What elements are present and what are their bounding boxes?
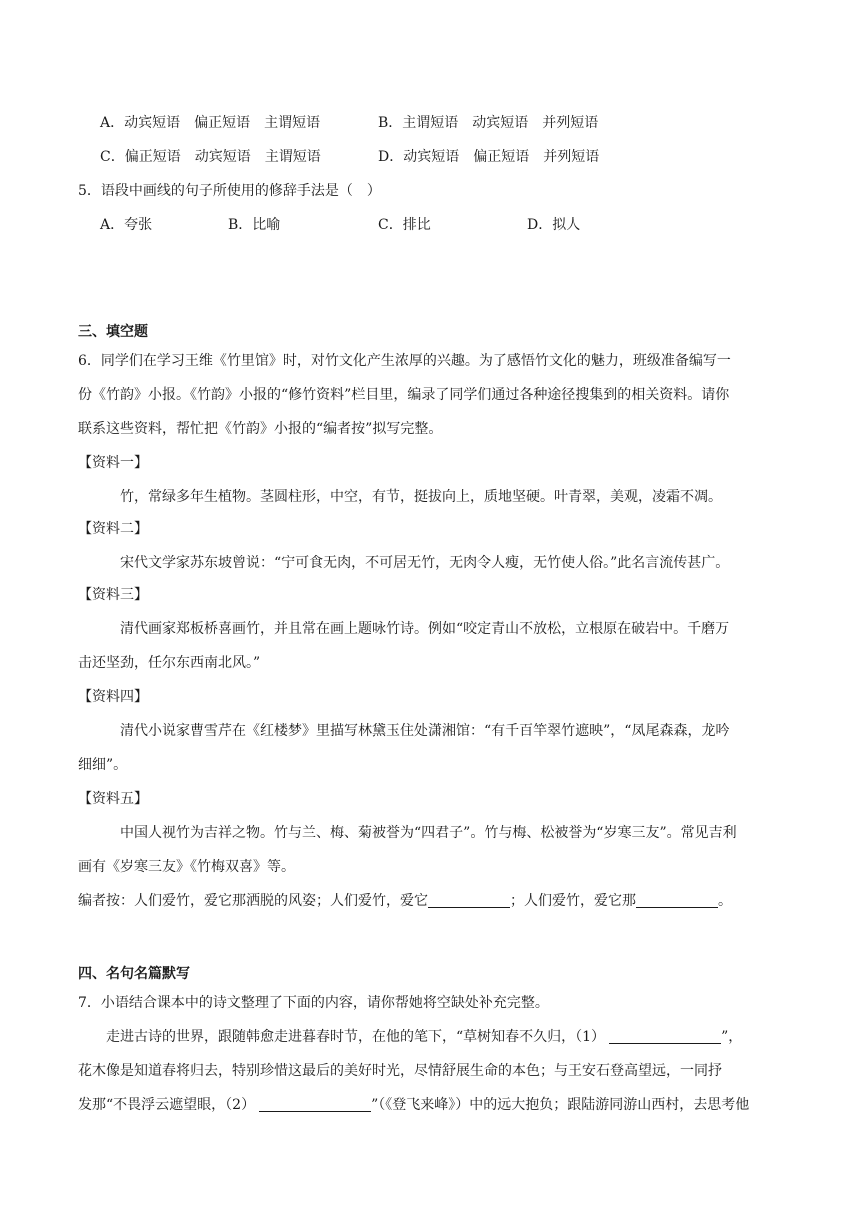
q5-stem: 5．语段中画线的句子所使用的修辞手法是（ ）	[78, 183, 381, 199]
q7-passage-line-3	[78, 1094, 749, 1114]
section-heading-recitation: 四、名句名篇默写	[78, 966, 190, 982]
q7-line1-end: ”，	[721, 1029, 743, 1045]
q7-line1-text: 走进古诗的世界，跟随韩愈走进暮春时节，在他的笔下，“草树知春不久归，（1）	[106, 1029, 606, 1045]
material-4-text-line-1: 清代小说家曹雪芹在《红楼梦》里描写林黛玉住处潇湘馆：“有千百竿翠竹遮映”，“凤尾森森，龙吟	[120, 723, 730, 739]
material-1-label: 【资料一】	[78, 455, 148, 471]
material-5-text-line-2: 画有《岁寒三友》《竹梅双喜》等。	[78, 859, 295, 875]
q4-option-d: D．动宾短语 偏正短语 并列短语	[378, 149, 600, 165]
material-3-text-line-2: 击还坚劲，任尔东西南北风。”	[78, 655, 261, 671]
material-2-text: 宋代文学家苏东坡曾说：“宁可食无肉，不可居无竹，无肉令人瘦，无竹使人俗。”此名言流传甚广。	[120, 555, 730, 571]
q7-passage-line-2: 花木像是知道春将归去，特别珍惜这最后的美好时光，尽情舒展生命的本色；与王安石登高望远，一同抒	[78, 1063, 722, 1079]
material-5-text-line-1: 中国人视竹为吉祥之物。竹与兰、梅、菊被誉为“四君子”。竹与梅、松被誉为“岁寒三友”。常见吉利	[120, 825, 737, 841]
answer-blank-1[interactable]	[428, 893, 510, 908]
q7-passage-line-1	[106, 1026, 742, 1046]
q6-stem-line-1: 6．同学们在学习王维《竹里馆》时，对竹文化产生浓厚的兴趣。为了感悟竹文化的魅力，班级准备编写一	[78, 353, 731, 369]
material-4-text-line-2: 细细”。	[78, 757, 128, 773]
q7-stem: 7．小语结合课本中的诗文整理了下面的内容，请你帮她将空缺处补充完整。	[78, 995, 549, 1011]
q7-line3-end: ”（《登飞来峰》）中的远大抱负；跟陆游同游山西村，去思考他	[371, 1097, 750, 1113]
q5-option-c: C．排比	[378, 217, 431, 233]
material-1-text: 竹，常绿多年生植物。茎圆柱形，中空，有节，挺拔向上，质地坚硬。叶青翠，美观，凌霜不凋。	[120, 489, 722, 505]
material-2-label: 【资料二】	[78, 521, 148, 537]
q5-option-b: B．比喻	[228, 217, 281, 233]
editor-note-part-3: 。	[718, 893, 732, 909]
material-3-text-line-1: 清代画家郑板桥喜画竹，并且常在画上题咏竹诗。例如“咬定青山不放松，立根原在破岩中。千磨万	[120, 621, 730, 637]
material-4-label: 【资料四】	[78, 689, 148, 705]
editor-note	[78, 890, 732, 910]
answer-blank-2[interactable]	[636, 893, 718, 908]
q5-option-a: A．夸张	[100, 217, 153, 233]
q4-option-b: B．主谓短语 动宾短语 并列短语	[378, 115, 599, 131]
answer-blank-q7-1[interactable]	[609, 1029, 721, 1044]
material-3-label: 【资料三】	[78, 587, 148, 603]
editor-note-part-1: 编者按：人们爱竹，爱它那洒脱的风姿；人们爱竹，爱它	[78, 893, 428, 909]
section-heading-fill-in: 三、填空题	[78, 324, 148, 340]
material-5-label: 【资料五】	[78, 791, 148, 807]
q6-stem-line-3: 联系这些资料，帮忙把《竹韵》小报的“编者按”拟写完整。	[78, 421, 443, 437]
q7-line3-text: 发那“不畏浮云遮望眼，（2）	[78, 1097, 256, 1113]
q4-option-a: A．动宾短语 偏正短语 主谓短语	[100, 115, 321, 131]
q6-stem-line-2: 份《竹韵》小报。《竹韵》小报的“修竹资料”栏目里，编录了同学们通过各种途径搜集到的相关资料。请你	[78, 387, 730, 403]
q5-option-d: D．拟人	[527, 217, 581, 233]
q4-option-c: C．偏正短语 动宾短语 主谓短语	[100, 149, 321, 165]
answer-blank-q7-2[interactable]	[259, 1097, 371, 1112]
editor-note-part-2: ；人们爱竹，爱它那	[510, 893, 636, 909]
